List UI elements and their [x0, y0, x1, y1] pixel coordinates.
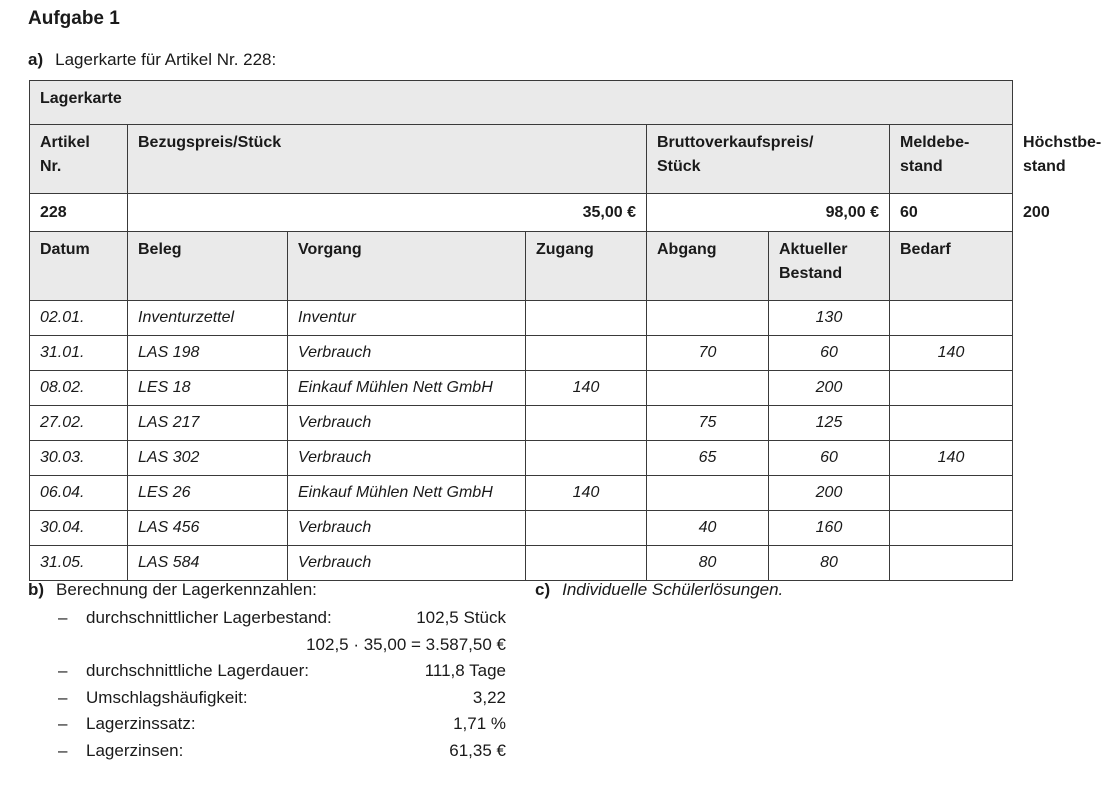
cell-beleg: LAS 456 [128, 511, 288, 546]
cell-abgang [647, 476, 769, 511]
header-meldebestand: Meldebe- stand [890, 125, 1013, 194]
page-title: Aufgabe 1 [28, 8, 120, 29]
cell-abgang [647, 301, 769, 336]
cell-datum: 31.05. [30, 546, 128, 581]
cell-beleg: LES 18 [128, 371, 288, 406]
kennzahl-value: 1,71 % [453, 714, 506, 733]
section-c-text: Individuelle Schülerlösungen. [562, 580, 784, 599]
section-c-heading [535, 580, 783, 600]
section-b-label: b) [28, 580, 45, 599]
cell-beleg: LES 26 [128, 476, 288, 511]
cell-beleg: LAS 302 [128, 441, 288, 476]
kennzahl-item [58, 633, 506, 660]
cell-beleg: LAS 584 [128, 546, 288, 581]
cell-bestand: 60 [769, 441, 890, 476]
table-row [30, 511, 1013, 546]
dash-bullet: – [58, 740, 68, 760]
cell-vorgang: Verbrauch [288, 336, 526, 371]
cell-bedarf [890, 476, 1013, 511]
column-zugang: Zugang [526, 232, 647, 301]
table-title: Lagerkarte [30, 81, 1013, 125]
column-vorgang: Vorgang [288, 232, 526, 301]
kennzahl-item [58, 739, 506, 766]
cell-datum: 30.03. [30, 441, 128, 476]
cell-bedarf [890, 511, 1013, 546]
cell-datum: 27.02. [30, 406, 128, 441]
cell-bedarf [890, 301, 1013, 336]
cell-datum: 02.01. [30, 301, 128, 336]
cell-vorgang: Verbrauch [288, 511, 526, 546]
section-b-text: Berechnung der Lagerkennzahlen: [56, 580, 317, 599]
section-a-text: Lagerkarte für Artikel Nr. 228: [55, 50, 277, 69]
cell-vorgang: Verbrauch [288, 546, 526, 581]
table-row [30, 406, 1013, 441]
dash-bullet: – [58, 608, 68, 627]
table-row [30, 371, 1013, 406]
table-row [30, 301, 1013, 336]
cell-abgang: 40 [647, 511, 769, 546]
value-artikel: 228 [30, 194, 128, 232]
cell-datum: 31.01. [30, 336, 128, 371]
cell-zugang [526, 301, 647, 336]
kennzahl-item [58, 659, 506, 686]
cell-bestand: 80 [769, 546, 890, 581]
kennzahl-value: 61,35 € [449, 740, 506, 760]
cell-bestand: 60 [769, 336, 890, 371]
cell-bedarf [890, 546, 1013, 581]
kennzahl-label: durchschnittlicher Lagerbestand: [86, 608, 332, 627]
cell-zugang [526, 441, 647, 476]
cell-bestand: 125 [769, 406, 890, 441]
cell-datum: 08.02. [30, 371, 128, 406]
cell-vorgang: Einkauf Mühlen Nett GmbH [288, 476, 526, 511]
cell-vorgang: Verbrauch [288, 406, 526, 441]
cell-zugang: 140 [526, 476, 647, 511]
section-b-heading [28, 580, 317, 600]
cell-bedarf: 140 [890, 441, 1013, 476]
value-bruttoverkaufspreis: 98,00 € [647, 194, 890, 232]
table-row [30, 336, 1013, 371]
kennzahl-value: 102,5 · 35,00 = 3.587,50 € [306, 634, 506, 654]
table-row [30, 476, 1013, 511]
value-meldebestand: 60 [890, 194, 1013, 232]
kennzahl-value: 111,8 Tage [424, 661, 506, 680]
cell-abgang [647, 371, 769, 406]
header-bruttoverkaufspreis: Bruttoverkaufspreis/ Stück [647, 125, 890, 194]
section-a-heading [28, 50, 276, 70]
cell-vorgang: Einkauf Mühlen Nett GmbH [288, 371, 526, 406]
cell-bedarf: 140 [890, 336, 1013, 371]
table-row [30, 546, 1013, 581]
kennzahl-value: 3,22 [472, 687, 506, 707]
column-abgang: Abgang [647, 232, 769, 301]
cell-abgang: 70 [647, 336, 769, 371]
cell-bestand: 200 [769, 371, 890, 406]
cell-beleg: LAS 217 [128, 406, 288, 441]
section-c-label: c) [535, 580, 551, 599]
column-beleg: Beleg [128, 232, 288, 301]
cell-zugang [526, 546, 647, 581]
kennzahlen-list [58, 606, 506, 765]
cell-vorgang: Inventur [288, 301, 526, 336]
kennzahl-label: Umschlagshäufigkeit: [86, 687, 248, 707]
kennzahl-item [58, 606, 506, 633]
kennzahl-item [58, 686, 506, 713]
cell-datum: 06.04. [30, 476, 128, 511]
cell-beleg: Inventurzettel [128, 301, 288, 336]
section-a-label: a) [28, 50, 44, 69]
value-bezugspreis: 35,00 € [128, 194, 647, 232]
cell-zugang [526, 511, 647, 546]
cell-zugang [526, 336, 647, 371]
cell-bestand: 200 [769, 476, 890, 511]
lagerkarte-table: Lagerkarte Artikel Nr. Bezugspreis/Stück Bruttoverkaufspreis/ Stück Meldebe- stand Höchstbe- stand 228 35,00 € 98,00 € 60 200 Datum Beleg Vorgang Zugang Abgang Aktueller Bestand Bedarf 02.01. Inventurzettel Inventur 130 31.01. LAS 198 Verbrauch 70 60 140 08.02. LES 18 Einkauf Mühlen Nett GmbH 140 200 27.02. LAS 217 Verbrauch 75 125 30.03. LAS 302 Verbrauch 65 60 140 06.04. LES 26 Einkauf Mühlen Nett GmbH 140 200 30.04. LAS 456 Verbrauch 40 160 31.05. LAS 584 Verbrauch 80 80 [29, 80, 1013, 581]
cell-beleg: LAS 198 [128, 336, 288, 371]
dash-bullet: – [58, 714, 68, 733]
cell-vorgang: Verbrauch [288, 441, 526, 476]
column-bedarf: Bedarf [890, 232, 1013, 301]
kennzahl-label: Lagerzinssatz: [86, 714, 196, 733]
cell-abgang: 80 [647, 546, 769, 581]
header-bezugspreis: Bezugspreis/Stück [128, 125, 647, 194]
dash-bullet: – [58, 687, 68, 707]
column-datum: Datum [30, 232, 128, 301]
cell-zugang: 140 [526, 371, 647, 406]
cell-bestand: 160 [769, 511, 890, 546]
dash-bullet: – [58, 661, 68, 680]
cell-bestand: 130 [769, 301, 890, 336]
column-bestand: Aktueller Bestand [769, 232, 890, 301]
cell-abgang: 75 [647, 406, 769, 441]
cell-datum: 30.04. [30, 511, 128, 546]
kennzahl-item [58, 712, 506, 739]
cell-bedarf [890, 406, 1013, 441]
cell-zugang [526, 406, 647, 441]
header-artikel: Artikel Nr. [30, 125, 128, 194]
kennzahl-value: 102,5 Stück [416, 608, 506, 627]
cell-abgang: 65 [647, 441, 769, 476]
kennzahl-label: durchschnittliche Lagerdauer: [86, 661, 310, 680]
kennzahl-label: Lagerzinsen: [86, 740, 184, 760]
table-row [30, 441, 1013, 476]
cell-bedarf [890, 371, 1013, 406]
